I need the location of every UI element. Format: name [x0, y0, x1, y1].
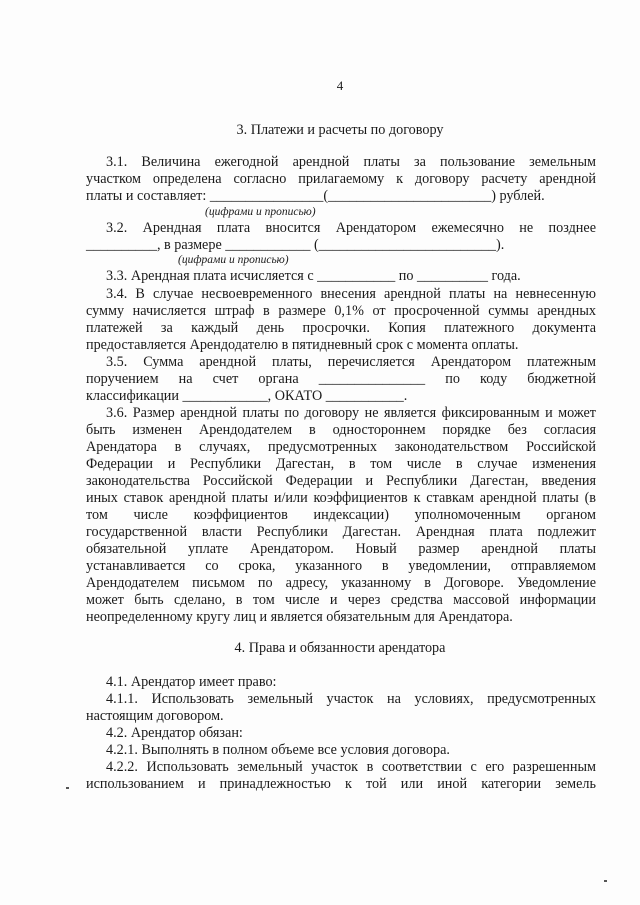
text-line: может быть сделано, в том числе и через средства массовой информации — [86, 592, 596, 608]
text-line: 3.5. Сумма арендной платы, перечисляется Арендатором платежным — [106, 354, 596, 370]
page-number: 4 — [336, 78, 344, 93]
text-line: использованием и принадлежностью к той или иной категории земель — [86, 776, 596, 792]
text-line: 4.2. Арендатор обязан: — [106, 725, 243, 741]
text-line: поручением на счет органа _______________ по коду бюджетной — [86, 371, 596, 387]
text-line: участком определена согласно прилагаемому к договору расчету арендной — [86, 171, 596, 187]
text-line: 3.1. Величина ежегодной арендной платы за пользование земельным — [106, 154, 596, 170]
field-note: (цифрами и прописью) — [178, 254, 289, 266]
text-line: настоящим договором. — [86, 708, 224, 724]
scan-speck — [66, 787, 69, 789]
text-line: платы и составляет: ________________(_______________________) рублей. — [86, 188, 545, 204]
text-line: 3.3. Арендная плата исчисляется с ___________ по __________ года. — [106, 268, 521, 284]
text-line: иных ставок арендной платы и/или коэффициентов к ставкам арендной платы (в — [86, 490, 596, 506]
text-line: __________, в размере ____________ (_________________________). — [86, 237, 505, 253]
text-line: платежей за каждый день просрочки. Копия платежного документа — [86, 320, 596, 336]
text-line: быть изменен Арендодателем в одностороннем порядке без согласия — [86, 422, 596, 438]
scan-speck — [604, 880, 607, 882]
text-line: 4.1.1. Использовать земельный участок на условиях, предусмотренных — [106, 691, 596, 707]
text-line: классификации ____________, ОКАТО ___________. — [86, 388, 408, 404]
text-line: устанавливается со срока, указанного в уведомлении, отправляемом — [86, 558, 596, 574]
text-line: неопределенному кругу лиц и является обязательным для Арендатора. — [86, 609, 513, 625]
section-4-title: 4. Права и обязанности арендатора — [234, 640, 446, 656]
text-line: 4.2.1. Выполнять в полном объеме все условия договора. — [106, 742, 450, 758]
text-line: предоставляется Арендодателю в пятидневный срок с момента оплаты. — [86, 337, 519, 353]
text-line: сумму начисляется штраф в размере 0,1% от просроченной суммы арендных — [86, 303, 596, 319]
text-line: том числе коэффициентов индексации) уполномоченным органом — [86, 507, 596, 523]
text-line: 3.6. Размер арендной платы по договору не является фиксированным и может — [106, 405, 596, 421]
field-note: (цифрами и прописью) — [205, 206, 316, 218]
text-line: государственной власти Республики Дагестан. Арендная плата подлежит — [86, 524, 596, 540]
section-3-title: 3. Платежи и расчеты по договору — [236, 122, 444, 138]
text-line: обязательной уплате Арендатором. Новый размер арендной платы — [86, 541, 596, 557]
text-line: Федерации и Республики Дагестан, в том числе в случае изменения — [86, 456, 596, 472]
text-line: Арендатора в случаях, предусмотренных законодательством Российской — [86, 439, 596, 455]
text-line: 3.4. В случае несвоевременного внесения арендной платы на невнесенную — [106, 286, 596, 302]
text-line: 4.2.2. Использовать земельный участок в соответствии с его разрешенным — [106, 759, 596, 775]
text-line: 3.2. Арендная плата вносится Арендатором ежемесячно не позднее — [106, 220, 596, 236]
text-line: законодательства Российской Федерации и Республики Дагестан, введения — [86, 473, 596, 489]
text-line: 4.1. Арендатор имеет право: — [106, 674, 277, 690]
text-line: Арендодателем письмом по адресу, указанному в Договоре. Уведомление — [86, 575, 596, 591]
